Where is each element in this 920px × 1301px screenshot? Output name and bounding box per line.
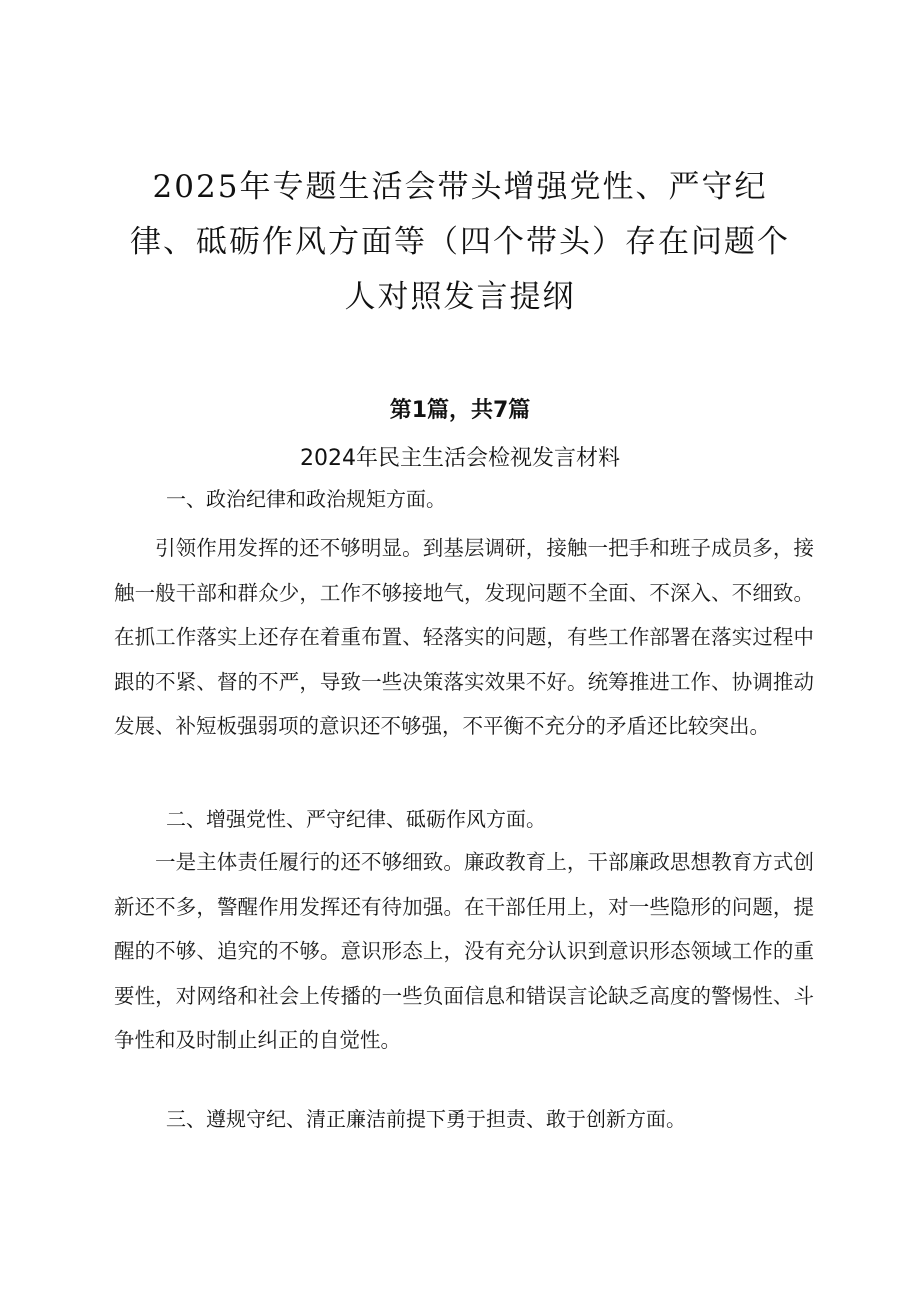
- title-line-2: 律、砥砺作风方面等（四个带头）存在问题个: [130, 224, 790, 260]
- section-body-2: 一是主体责任履行的还不够细致。廉政教育上，干部廉政思想教育方式创新还不多，警醒作用发挥还有待加强。在干部任用上，对一些隐形的问题，提醒的不够、追究的不够。意识形态上，没有充分认识到意识形态领域工作的重要性，对网络和社会上传播的一些负面信息和错误言论缺乏高度的警惕性、斗争性和及时制止纠正的自觉性。: [114, 850, 814, 1053]
- section-heading-2: 二、增强党性、严守纪律、砥砺作风方面。: [166, 807, 546, 831]
- title-line-3: 人对照发言提纲: [344, 279, 576, 315]
- subtitle: 2024年民主生活会检视发言材料: [300, 446, 620, 471]
- section-heading-3: 三、遵规守纪、清正廉洁前提下勇于担责、敢于创新方面。: [166, 1107, 686, 1131]
- part-indicator: 第1篇，共7篇: [389, 398, 531, 423]
- section-body-1: 引领作用发挥的还不够明显。到基层调研，接触一把手和班子成员多，接触一般干部和群众少，工作不够接地气，发现问题不全面、不深入、不细致。在抓工作落实上还存在着重布置、轻落实的问题，有些工作部署在落实过程中跟的不紧、督的不严，导致一些决策落实效果不好。统筹推进工作、协调推动发展、补短板强弱项的意识还不够强，不平衡不充分的矛盾还比较突出。: [114, 536, 814, 739]
- document-title: [110, 160, 810, 325]
- section-heading-1: 一、政治纪律和政治规矩方面。: [166, 487, 446, 511]
- title-line-1: 2025年专题生活会带头增强党性、严守纪: [152, 169, 768, 205]
